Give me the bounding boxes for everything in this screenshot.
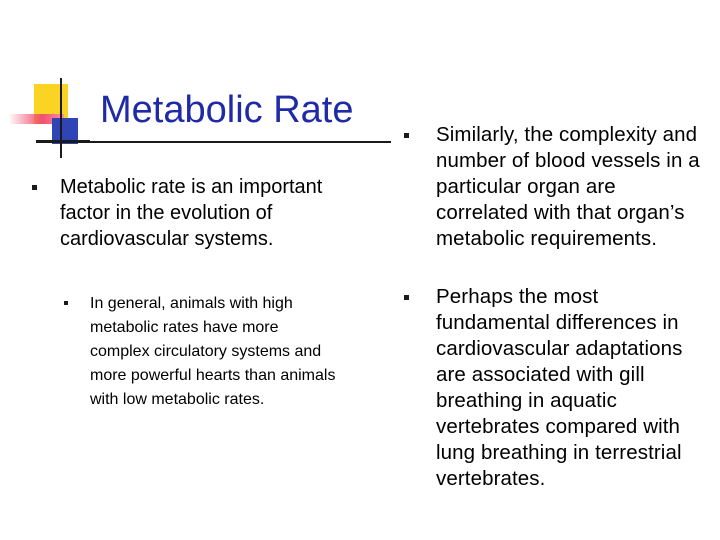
title-underline bbox=[36, 141, 391, 143]
right-bullet-text-2: Perhaps the most fundamental differences in cardiovascular adaptations are associated with gill breathing in aquatic vertebrates compared with lung breathing in terrestrial vertebrates. bbox=[436, 285, 683, 490]
bullet-marker bbox=[404, 133, 409, 138]
slide-logo-decoration bbox=[8, 78, 88, 166]
sub-bullet-marker bbox=[64, 301, 68, 305]
bullet-marker bbox=[404, 295, 409, 300]
left-sub-bullet-text: In general, animals with high metabolic rates have more complex circulatory systems and more powerful hearts than animals with low metabolic rates. bbox=[90, 295, 336, 408]
right-bullet-text-1: Similarly, the complexity and number of blood vessels in a particular organ are correlated with that organ’s metabolic requirements. bbox=[436, 123, 700, 250]
slide-title: Metabolic Rate bbox=[100, 89, 354, 131]
vertical-line-decoration bbox=[60, 78, 62, 158]
bullet-marker bbox=[32, 185, 37, 190]
left-bullet-text: Metabolic rate is an important factor in the evolution of cardiovascular systems. bbox=[60, 176, 323, 250]
